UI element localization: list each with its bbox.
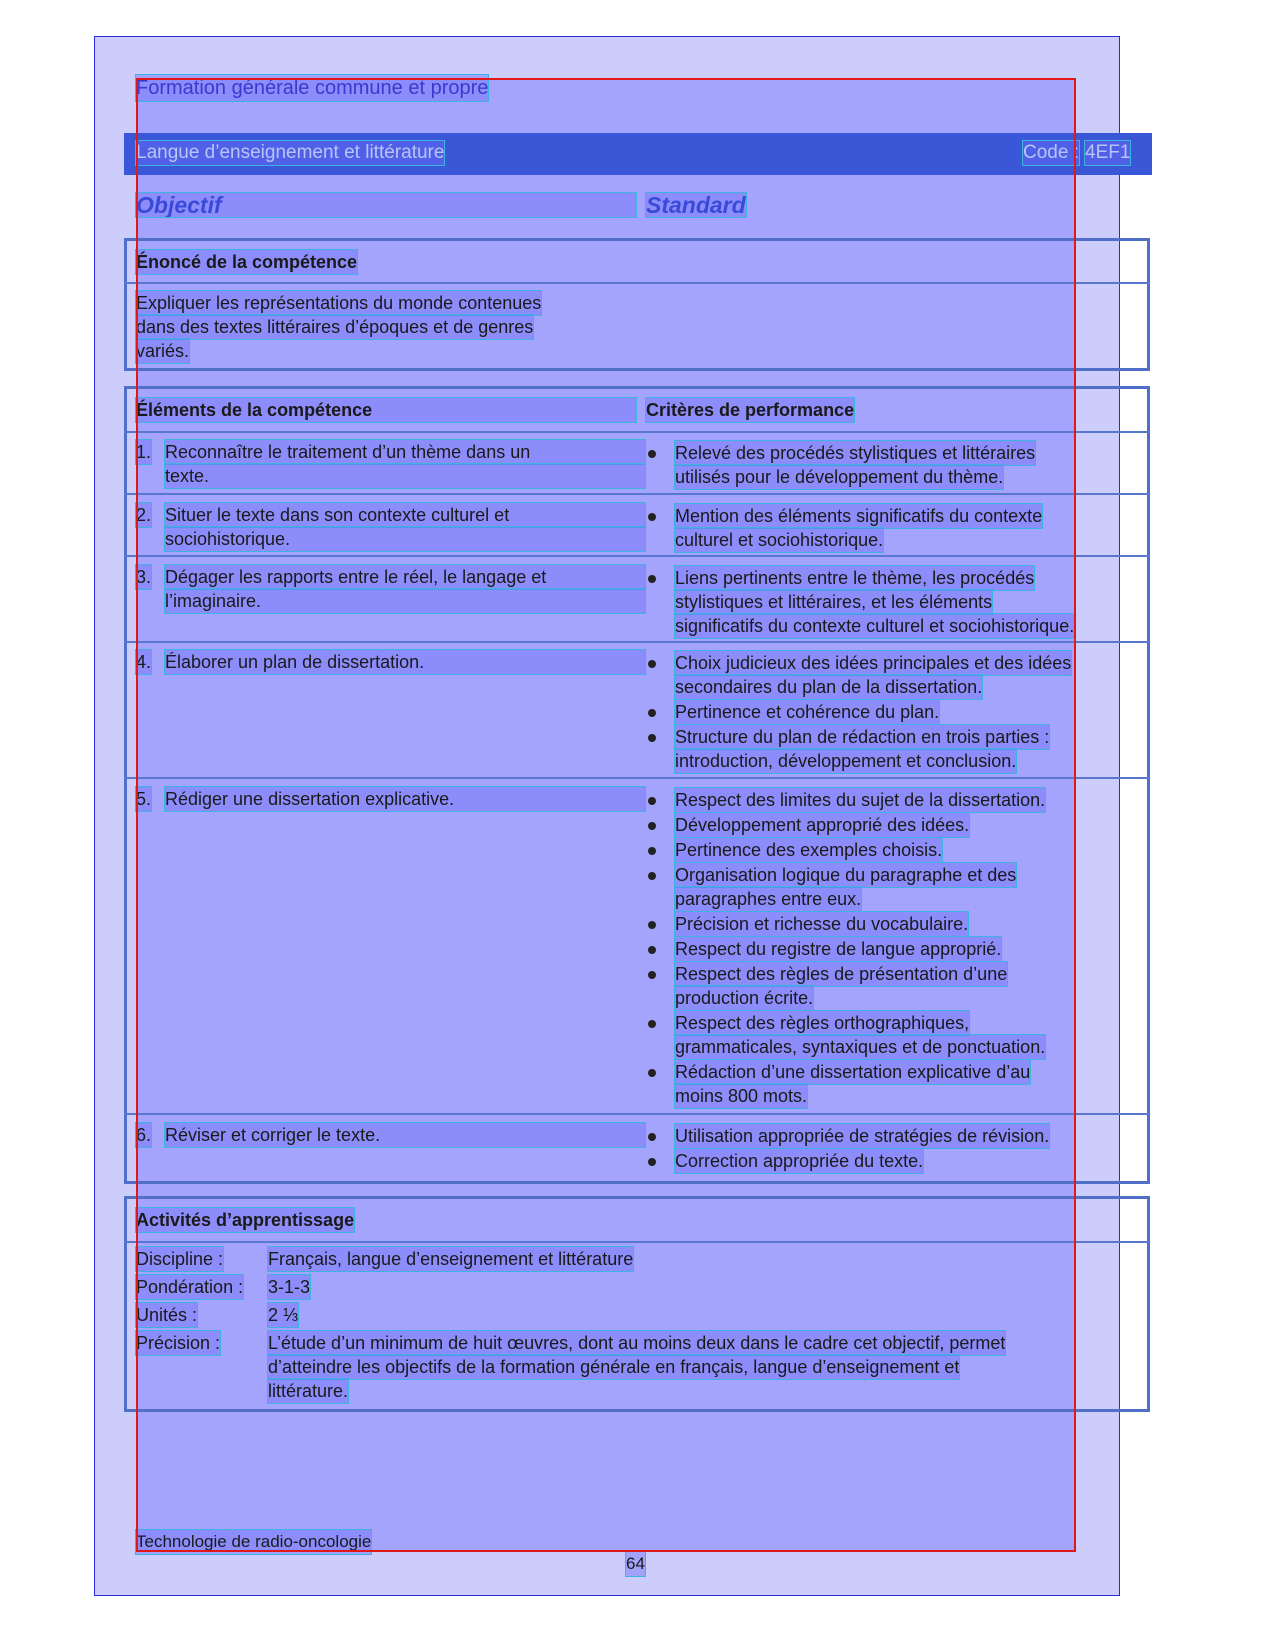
- precision-line: d’atteindre les objectifs de la formation générale en français, langue d’enseignement et: [268, 1357, 960, 1377]
- criterion-text: utilisés pour le développement du thème.: [675, 467, 1004, 487]
- bullet: [648, 513, 656, 521]
- enonce-title: Énoncé de la compétence: [136, 252, 358, 272]
- row-rule: [124, 777, 1150, 779]
- bullet: [648, 971, 656, 979]
- bullet: [648, 921, 656, 929]
- element-number: 3.: [136, 567, 152, 587]
- bullet: [648, 822, 656, 830]
- enonce-line: dans des textes littéraires d’époques et de genres: [136, 317, 534, 337]
- element-text: Dégager les rapports entre le réel, le langage et: [165, 565, 645, 589]
- standard-heading: Standard: [646, 192, 746, 218]
- criterion-text: moins 800 mots.: [675, 1086, 808, 1106]
- discipline-value: Français, langue d’enseignement et littérature: [268, 1249, 634, 1269]
- precision-label: Précision :: [136, 1333, 221, 1353]
- criterion-text: Mention des éléments significatifs du contexte: [675, 506, 1043, 526]
- activites-rule: [124, 1241, 1150, 1243]
- subject-name: Langue d’enseignement et littérature: [136, 142, 445, 163]
- precision-line: littérature.: [268, 1381, 349, 1401]
- bullet: [648, 660, 656, 668]
- subject-bar: [124, 133, 1152, 175]
- objectif-heading: Objectif: [136, 193, 636, 217]
- row-rule: [124, 641, 1150, 643]
- elements-header-right: Critères de performance: [646, 400, 855, 420]
- criterion-text: Respect du registre de langue approprié.: [675, 939, 1002, 959]
- criterion-text: Rédaction d’une dissertation explicative d’au: [675, 1062, 1031, 1082]
- bullet: [648, 1158, 656, 1166]
- section-title: Formation générale commune et propre: [136, 77, 489, 99]
- element-text: Reconnaître le traitement d’un thème dans un: [165, 440, 645, 464]
- element-number: 1.: [136, 442, 152, 462]
- criterion-text: Pertinence des exemples choisis.: [675, 840, 943, 860]
- criterion-text: Structure du plan de rédaction en trois parties :: [675, 727, 1050, 747]
- element-text: sociohistorique.: [165, 527, 645, 551]
- enonce-line: variés.: [136, 341, 190, 361]
- criterion-text: significatifs du contexte culturel et sociohistorique.: [675, 616, 1075, 636]
- criterion-text: Pertinence et cohérence du plan.: [675, 702, 940, 722]
- code-label: Code :: [1023, 142, 1079, 163]
- criterion-text: paragraphes entre eux.: [675, 889, 862, 909]
- element-text: Rédiger une dissertation explicative.: [165, 787, 645, 811]
- bullet: [648, 797, 656, 805]
- bullet: [648, 872, 656, 880]
- element-text: Élaborer un plan de dissertation.: [165, 650, 645, 674]
- criterion-text: Respect des limites du sujet de la dissertation.: [675, 790, 1046, 810]
- criterion-text: grammaticales, syntaxiques et de ponctuation.: [675, 1037, 1046, 1057]
- footer-program: Technologie de radio-oncologie: [136, 1530, 371, 1554]
- bullet: [648, 1020, 656, 1028]
- bullet: [648, 575, 656, 583]
- criterion-text: secondaires du plan de la dissertation.: [675, 677, 983, 697]
- activites-title: Activités d’apprentissage: [136, 1210, 355, 1230]
- row-rule: [124, 431, 1150, 433]
- bullet: [648, 1069, 656, 1077]
- element-number: 5.: [136, 789, 152, 809]
- criterion-text: Correction appropriée du texte.: [675, 1151, 924, 1171]
- bullet: [648, 847, 656, 855]
- page-number: 64: [626, 1552, 645, 1576]
- row-rule: [124, 493, 1150, 495]
- ponderation-label: Pondération :: [136, 1277, 244, 1297]
- criterion-text: Utilisation appropriée de stratégies de révision.: [675, 1126, 1050, 1146]
- criterion-text: Relevé des procédés stylistiques et littéraires: [675, 443, 1036, 463]
- row-rule: [124, 555, 1150, 557]
- criterion-text: Développement approprié des idées.: [675, 815, 970, 835]
- criterion-text: Organisation logique du paragraphe et des: [675, 865, 1017, 885]
- bullet: [648, 1133, 656, 1141]
- criterion-text: culturel et sociohistorique.: [675, 530, 884, 550]
- unites-label: Unités :: [136, 1305, 198, 1325]
- element-number: 2.: [136, 505, 152, 525]
- criterion-text: production écrite.: [675, 988, 814, 1008]
- bullet: [648, 946, 656, 954]
- ponderation-value: 3-1-3: [268, 1277, 311, 1297]
- enonce-rule: [124, 282, 1150, 284]
- element-text: Réviser et corriger le texte.: [165, 1123, 645, 1147]
- row-rule: [124, 1113, 1150, 1115]
- discipline-label: Discipline :: [136, 1249, 224, 1269]
- elements-header-left: Éléments de la compétence: [136, 398, 636, 422]
- criterion-text: introduction, développement et conclusion.: [675, 751, 1017, 771]
- bullet: [648, 450, 656, 458]
- element-text: Situer le texte dans son contexte culturel et: [165, 503, 645, 527]
- bullet: [648, 734, 656, 742]
- enonce-line: Expliquer les représentations du monde contenues: [136, 293, 542, 313]
- criterion-text: Précision et richesse du vocabulaire.: [675, 914, 969, 934]
- criterion-text: stylistiques et littéraires, et les éléments: [675, 592, 993, 612]
- criterion-text: Respect des règles de présentation d’une: [675, 964, 1008, 984]
- element-number: 6.: [136, 1125, 152, 1145]
- element-text: l’imaginaire.: [165, 589, 645, 613]
- criterion-text: Respect des règles orthographiques,: [675, 1013, 970, 1033]
- unites-value: 2 ⅓: [268, 1305, 299, 1325]
- precision-line: L’étude d’un minimum de huit œuvres, dont au moins deux dans le cadre cet objectif, permet: [268, 1333, 1006, 1353]
- criterion-text: Liens pertinents entre le thème, les procédés: [675, 568, 1035, 588]
- element-text: texte.: [165, 464, 645, 488]
- criterion-text: Choix judicieux des idées principales et des idées: [675, 653, 1072, 673]
- code-value: 4EF1: [1085, 142, 1131, 163]
- element-number: 4.: [136, 652, 152, 672]
- bullet: [648, 709, 656, 717]
